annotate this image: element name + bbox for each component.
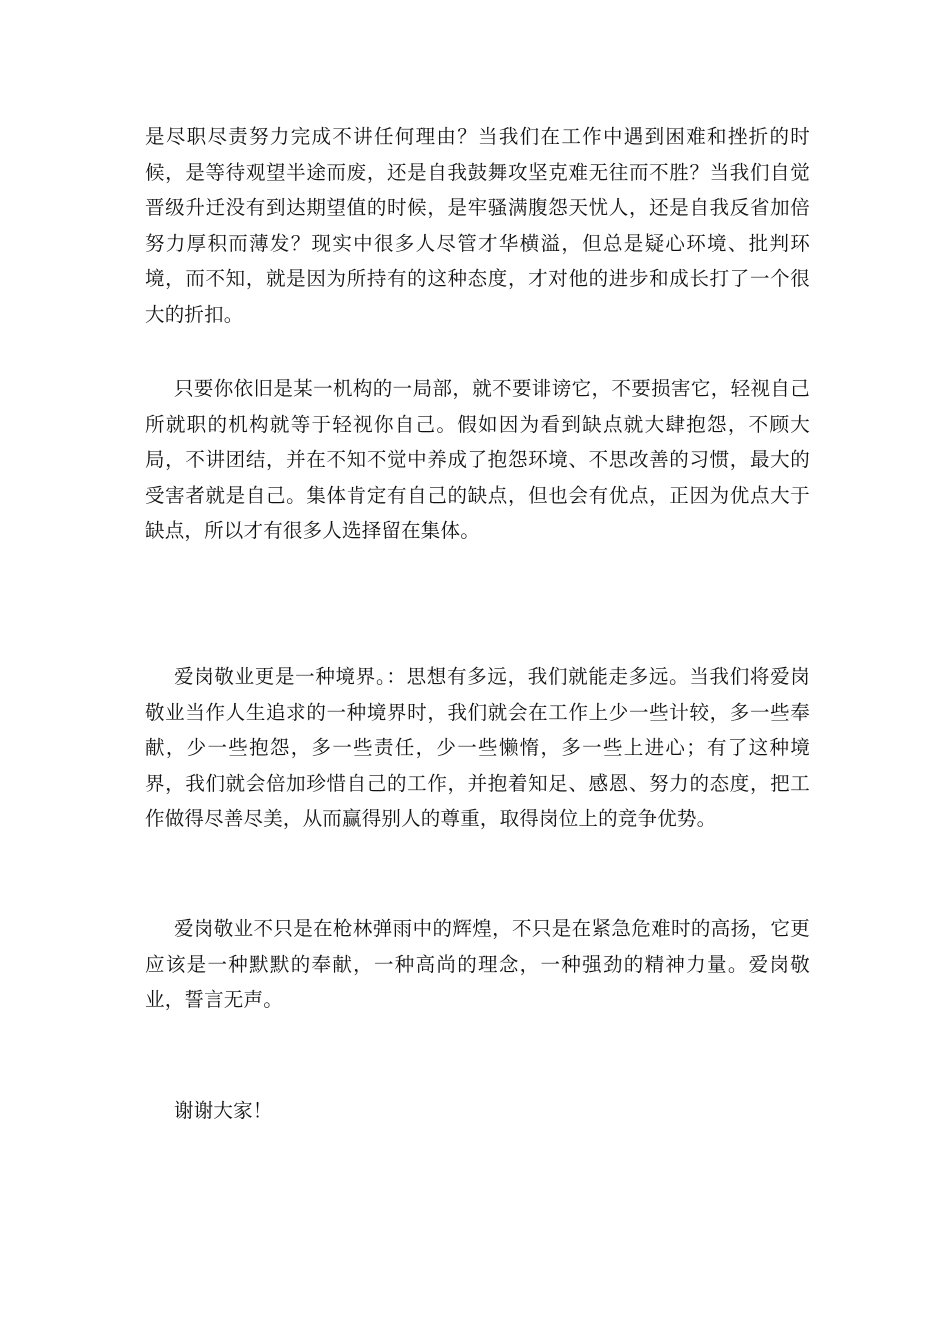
paragraph-1: 是尽职尽责努力完成不讲任何理由？当我们在工作中遇到困难和挫折的时候，是等待观望半途而废，还是自我鼓舞攻坚克难无往而不胜？当我们自觉晋级升迁没有到达期望值的时候，是牢骚满腹怨天忧人，还是自我反省加倍努力厚积而薄发？现实中很多人尽管才华横溢，但总是疑心环境、批判环境，而不知，就是因为所持有的这种态度，才对他的进步和成长打了一个很大的折扣。	[145, 125, 810, 326]
paragraph-2: 只要你依旧是某一机构的一局部，就不要诽谤它，不要损害它，轻视自己所就职的机构就等于轻视你自己。假如因为看到缺点就大肆抱怨，不顾大局，不讲团结，并在不知不觉中养成了抱怨环境、不思改善的习惯，最大的受害者就是自己。集体肯定有自己的缺点，但也会有优点，正因为优点大于缺点，所以才有很多人选择留在集体。	[145, 377, 810, 543]
closing-thanks: 谢谢大家！	[174, 1099, 273, 1122]
paragraph-3: 爱岗敬业更是一种境界。：思想有多远，我们就能走多远。当我们将爱岗敬业当作人生追求的一种境界时，我们就会在工作上少一些计较，多一些奉献，少一些抱怨，多一些责任，少一些懒惰，多一些上进心；有了这种境界，我们就会倍加珍惜自己的工作，并抱着知足、感恩、努力的态度，把工作做得尽善尽美，从而赢得别人的尊重，取得岗位上的竞争优势。	[145, 665, 810, 831]
paragraph-4: 爱岗敬业不只是在枪林弹雨中的辉煌，不只是在紧急危难时的高扬，它更应该是一种默默的奉献，一种高尚的理念，一种强劲的精神力量。爱岗敬业，誓言无声。	[145, 917, 810, 1012]
